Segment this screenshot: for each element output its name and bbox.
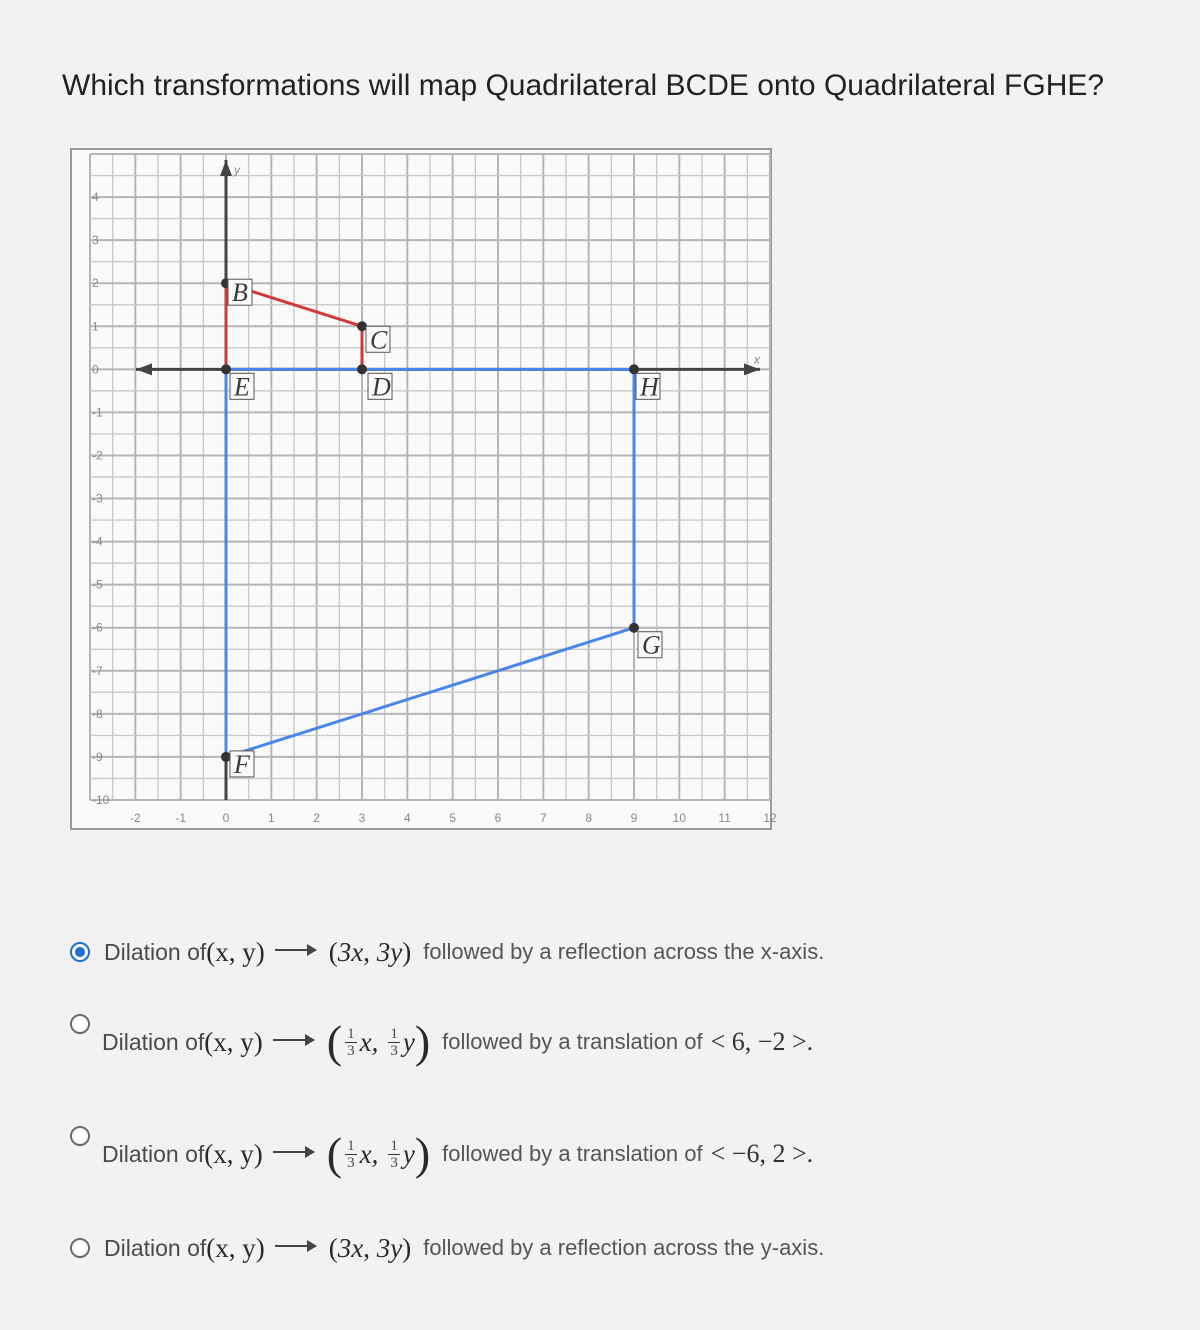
option-1[interactable] xyxy=(70,922,824,982)
arrow-icon xyxy=(275,949,315,951)
option-1-suffix: followed by a reflection across the x-axis. xyxy=(423,939,825,964)
x-axis-label: x xyxy=(754,352,760,367)
option-2-frac-y: $\frac{1}{3}$ xyxy=(390,1025,398,1059)
arrow-icon xyxy=(273,1039,313,1041)
radio-option-2[interactable] xyxy=(70,1014,90,1034)
y-tick-label: 4 xyxy=(92,190,99,205)
y-tick-label: -2 xyxy=(92,448,103,463)
vertex-label-d: D xyxy=(372,372,391,402)
option-3-var: (x, y) xyxy=(204,1138,263,1169)
option-3-vector: < −6, 2 >. xyxy=(710,1139,814,1168)
radio-option-3[interactable] xyxy=(70,1126,90,1146)
vertex-h xyxy=(629,364,639,374)
option-4-var: (x, y) xyxy=(206,1232,265,1263)
y-tick-label: -7 xyxy=(92,663,103,678)
x-tick-label: 6 xyxy=(494,811,502,825)
x-tick-label: 12 xyxy=(763,811,777,825)
x-tick-label: 2 xyxy=(313,811,321,825)
x-tick-label: 10 xyxy=(672,811,687,825)
x-tick-label: 1 xyxy=(267,811,275,825)
y-tick-label: -8 xyxy=(92,706,103,721)
vertex-label-f: F xyxy=(234,749,250,779)
x-tick-label: 9 xyxy=(630,811,638,825)
x-tick-label: 0 xyxy=(222,811,230,825)
y-tick-label: 0 xyxy=(92,362,99,377)
vertex-d xyxy=(357,364,367,374)
coordinate-graph xyxy=(70,148,777,830)
radio-option-4[interactable] xyxy=(70,1238,90,1258)
y-tick-label: -9 xyxy=(92,749,103,764)
vertex-e xyxy=(221,364,231,374)
y-tick-label: -4 xyxy=(92,534,103,549)
x-axis-arrow-icon xyxy=(136,363,152,375)
y-tick-label: -6 xyxy=(92,620,103,635)
graph-canvas xyxy=(72,150,777,832)
x-tick-label: 5 xyxy=(449,811,457,825)
option-4-result: (3x, 3y) xyxy=(328,1232,412,1263)
option-3-frac-y: $\frac{1}{3}$ xyxy=(390,1137,398,1171)
option-4-prefix: Dilation of xyxy=(104,1234,207,1261)
option-3[interactable]: Dilation of (x, y) ( $\frac{1}{3}$ x, $\frac{1}{3}$ y ) followed by a translation of < −6, 2 >. xyxy=(70,1124,813,1184)
x-tick-label: 3 xyxy=(358,811,366,825)
option-3-suffix: followed by a translation of xyxy=(442,1141,703,1166)
y-tick-label: 2 xyxy=(92,276,99,291)
option-2-frac-x: $\frac{1}{3}$ xyxy=(347,1025,355,1059)
y-tick-label: -5 xyxy=(92,577,103,592)
option-2-suffix: followed by a translation of xyxy=(442,1029,703,1054)
y-tick-label: -3 xyxy=(92,491,103,506)
vertex-label-c: C xyxy=(370,325,388,355)
x-tick-label: 11 xyxy=(718,811,731,825)
y-tick-label: 3 xyxy=(92,233,99,248)
arrow-icon xyxy=(273,1151,313,1153)
option-1-var: (x, y) xyxy=(206,936,265,967)
option-3-prefix: Dilation of xyxy=(102,1140,205,1167)
option-4[interactable] xyxy=(70,1218,824,1278)
option-2[interactable]: Dilation of (x, y) ( $\frac{1}{3}$ x, $\frac{1}{3}$ y ) followed by a translation of < 6, −2 >. xyxy=(70,1012,813,1072)
option-2-vector: < 6, −2 >. xyxy=(710,1027,814,1056)
vertex-label-b: B xyxy=(232,278,248,308)
radio-option-1[interactable] xyxy=(70,942,90,962)
vertex-label-e: E xyxy=(234,372,250,402)
question-text: Which transformations will map Quadrilateral BCDE onto Quadrilateral FGHE? xyxy=(62,69,1105,102)
x-tick-label: -2 xyxy=(129,811,141,825)
y-tick-label: -10 xyxy=(92,793,110,807)
option-1-result: (3x, 3y) xyxy=(328,936,412,967)
option-3-frac-x: $\frac{1}{3}$ xyxy=(347,1137,355,1171)
option-2-prefix: Dilation of xyxy=(102,1028,205,1055)
y-tick-label: 1 xyxy=(92,319,99,334)
x-tick-label: 4 xyxy=(403,811,411,825)
option-1-prefix: Dilation of xyxy=(104,938,207,965)
y-tick-label: -1 xyxy=(92,405,103,420)
vertex-label-h: H xyxy=(640,372,659,402)
x-tick-label: 7 xyxy=(539,811,547,825)
option-2-var: (x, y) xyxy=(204,1026,263,1057)
y-axis-arrow-icon xyxy=(220,160,232,176)
option-4-suffix: followed by a reflection across the y-axis. xyxy=(423,1235,825,1260)
y-axis-label: y xyxy=(234,163,240,177)
arrow-icon xyxy=(275,1245,315,1247)
vertex-label-g: G xyxy=(642,630,661,660)
x-tick-label: 8 xyxy=(585,811,593,825)
x-tick-label: -1 xyxy=(175,811,187,825)
